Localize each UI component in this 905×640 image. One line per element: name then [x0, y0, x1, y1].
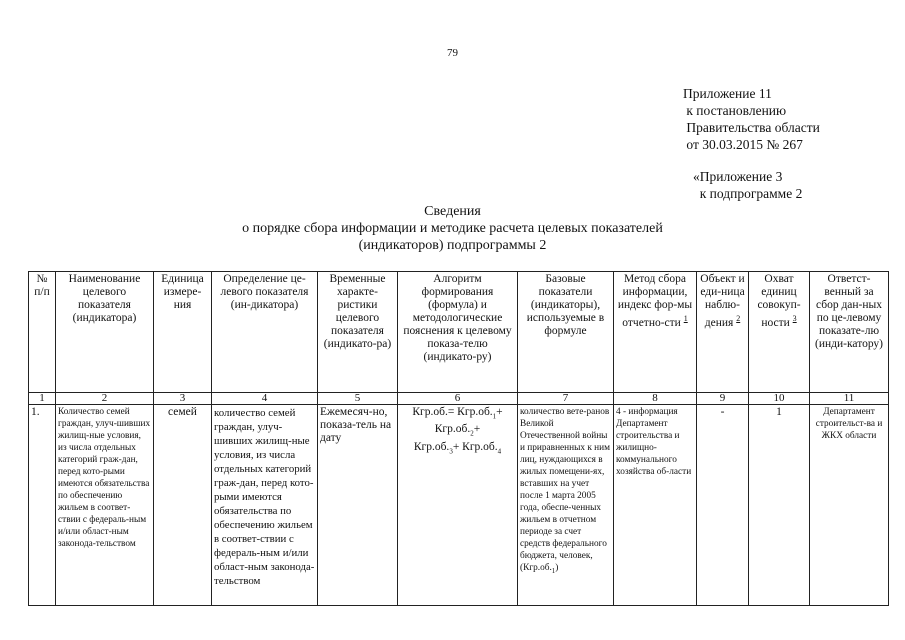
footnote-marker: 1 [683, 314, 688, 323]
column-number: 1 [29, 393, 56, 405]
indicator-definition: количество семей граждан, улуч-шивших жилищ-ные условия, из числа отдельных категорий граж-дан, перед кото-рыми имеются обязательства по обеспечению жильем в соответ-ствии с федераль-ным и/или област-ным законода-тельством [212, 405, 318, 606]
population-coverage: 1 [749, 405, 810, 606]
column-number-row [29, 393, 889, 405]
collection-method: 4 - информация Департамент строительства и жилищно-коммунального хозяйства об-ласти [614, 405, 697, 606]
annex-subheader [693, 168, 802, 202]
calculation-formula [398, 405, 518, 606]
base-subscript: 1 [551, 566, 556, 575]
table-header-row [29, 272, 889, 393]
column-number: 11 [810, 393, 889, 405]
formula-text: Кгр.об.= Кгр.об. [412, 406, 493, 418]
formula-text: Кгр.об. [434, 423, 471, 436]
column-number: 10 [749, 393, 810, 405]
title-line: Сведения [424, 204, 481, 219]
column-number: 7 [518, 393, 614, 405]
formula-text: + Кгр.об. [452, 440, 498, 453]
page-number: 79 [447, 47, 458, 59]
column-number: 5 [318, 393, 398, 405]
base-text-end: ) [555, 563, 559, 573]
column-number: 4 [212, 393, 318, 405]
formula-subscript: 2 [470, 429, 474, 438]
time-characteristics: Ежемесяч-но, показа-тель на дату [318, 405, 398, 606]
header-text: Объект и еди-ница наблю-дения [700, 273, 745, 329]
annex-header [683, 85, 820, 153]
header-cell: № п/п [29, 272, 56, 393]
formula-subscript: 4 [497, 446, 502, 455]
row-number: 1. [29, 405, 56, 606]
header-text: Метод сбора информации, индекс фор-мы отчетно-сти [617, 273, 693, 329]
indicator-name: Количество семей граждан, улуч-шивших жилищ-ные условия, из числа отдельных категорий граж-дан, перед кото-рыми имеются обязательства по обеспечению жильем в соответ-ствии с федераль-ным и/или област-ным законода-тельством [56, 405, 154, 606]
formula-text: Кгр.об. [413, 440, 450, 453]
document-title [150, 203, 755, 254]
formula-subscript: 3 [449, 446, 453, 455]
header-text: Охват единиц совокуп-ности [757, 273, 801, 329]
header-cell [697, 272, 749, 393]
base-indicators [518, 405, 614, 606]
header-cell [749, 272, 810, 393]
annex-sub-line: к подпрограмме 2 [693, 186, 803, 201]
unit-of-measure: семей [154, 405, 212, 606]
header-cell [614, 272, 697, 393]
annex-line: Правительства области [683, 120, 820, 135]
table-row [29, 405, 889, 606]
header-cell: Определение це-левого показателя (ин-дикатора) [212, 272, 318, 393]
column-number: 9 [697, 393, 749, 405]
header-cell: Наименование целевого показателя (индикатора) [56, 272, 154, 393]
header-cell: Временные характе-ристики целевого показателя (индикато-ра) [318, 272, 398, 393]
column-number: 8 [614, 393, 697, 405]
title-line: (индикаторов) подпрограммы 2 [358, 238, 547, 253]
header-cell: Алгоритм формирования (формула) и методологические пояснения к целевому показа-телю (индикато-ру) [398, 272, 518, 393]
header-cell: Ответст-венный за сбор дан-ных по це-левому показате-лю (инди-катору) [810, 272, 889, 393]
observation-unit: - [697, 405, 749, 606]
annex-sub-line: «Приложение 3 [693, 169, 783, 184]
annex-line: Приложение 11 [683, 86, 772, 101]
base-text: количество вете-ранов Великой Отечественной войны и приравненных к ним лиц, нуждающихся в жилых помещени-ях, вставших на учет после 1 марта 2005 года, обеспе-ченных жильем в отчетном периоде за счет средств федерального бюджета, человек, (Кгр.об. [520, 407, 611, 573]
responsible-party: Департамент строительст-ва и ЖКХ области [810, 405, 889, 606]
footnote-marker: 2 [736, 314, 741, 323]
annex-line: к постановлению [683, 103, 787, 118]
annex-line: от 30.03.2015 № 267 [683, 137, 803, 152]
column-number: 2 [56, 393, 154, 405]
column-number: 6 [398, 393, 518, 405]
column-number: 3 [154, 393, 212, 405]
title-line: о порядке сбора информации и методике расчета целевых показателей [242, 221, 663, 236]
formula-subscript: 1 [492, 412, 497, 421]
header-cell: Базовые показатели (индикаторы), используемые в формуле [518, 272, 614, 393]
header-cell: Единица измере-ния [154, 272, 212, 393]
formula-text: + [473, 423, 481, 436]
footnote-marker: 3 [792, 314, 797, 323]
indicators-table [28, 271, 889, 606]
formula-text: + [496, 406, 503, 418]
